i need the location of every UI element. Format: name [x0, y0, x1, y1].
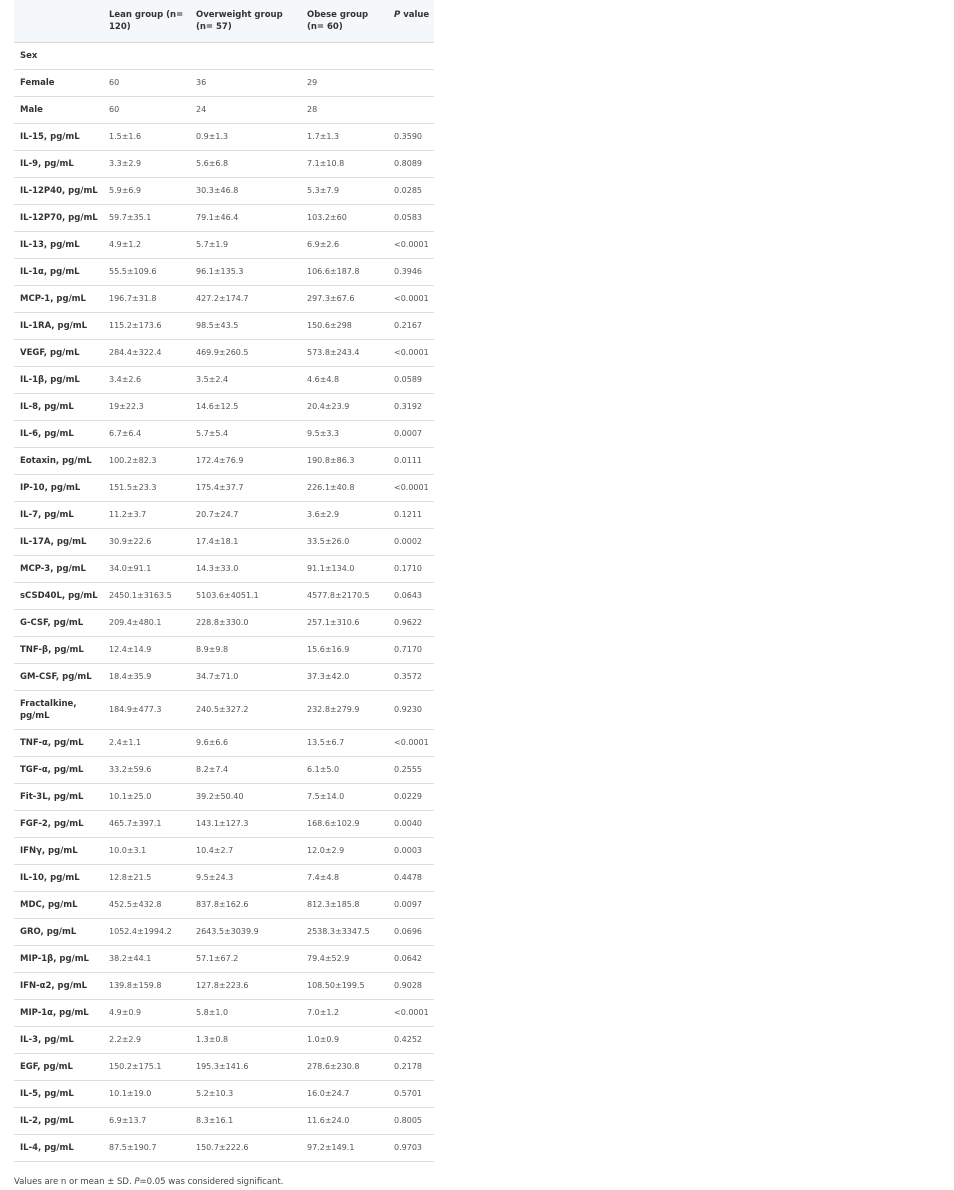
p-value: 0.2555	[388, 756, 434, 783]
row-label: IL-7, pg/mL	[14, 501, 103, 528]
lean-value: 150.2±175.1	[103, 1053, 190, 1080]
row-label: MIP-1β, pg/mL	[14, 945, 103, 972]
row-label: TNF-α, pg/mL	[14, 729, 103, 756]
cytokine-table	[14, 0, 434, 1162]
p-value: 0.9028	[388, 972, 434, 999]
row-label: IL-10, pg/mL	[14, 864, 103, 891]
overweight-value: 14.3±33.0	[190, 555, 301, 582]
lean-value: 33.2±59.6	[103, 756, 190, 783]
lean-value: 100.2±82.3	[103, 447, 190, 474]
row-label: IL-2, pg/mL	[14, 1107, 103, 1134]
header-p-italic: P	[394, 10, 401, 20]
p-value: 0.0696	[388, 918, 434, 945]
obese-value: 28	[301, 96, 388, 123]
table-row	[14, 42, 434, 69]
obese-value: 226.1±40.8	[301, 474, 388, 501]
footnote-p-italic: P	[134, 1177, 140, 1187]
table-row	[14, 837, 434, 864]
lean-value: 196.7±31.8	[103, 285, 190, 312]
table-row	[14, 1134, 434, 1161]
table-row	[14, 891, 434, 918]
table-row	[14, 1080, 434, 1107]
overweight-value	[190, 42, 301, 69]
table-row	[14, 204, 434, 231]
obese-value	[301, 42, 388, 69]
p-value: 0.0285	[388, 177, 434, 204]
lean-value: 5.9±6.9	[103, 177, 190, 204]
row-label: IL-5, pg/mL	[14, 1080, 103, 1107]
footnote-text-before: Values are n or mean ± SD.	[14, 1177, 135, 1187]
overweight-value: 57.1±67.2	[190, 945, 301, 972]
row-label: Fractalkine, pg/mL	[14, 690, 103, 729]
table-row	[14, 609, 434, 636]
table-row	[14, 366, 434, 393]
header-label	[14, 0, 103, 42]
lean-value: 151.5±23.3	[103, 474, 190, 501]
obese-value: 6.9±2.6	[301, 231, 388, 258]
obese-value: 7.5±14.0	[301, 783, 388, 810]
overweight-value: 5.6±6.8	[190, 150, 301, 177]
obese-value: 2538.3±3347.5	[301, 918, 388, 945]
table-row	[14, 501, 434, 528]
obese-value: 13.5±6.7	[301, 729, 388, 756]
p-value: 0.1211	[388, 501, 434, 528]
overweight-value: 195.3±141.6	[190, 1053, 301, 1080]
header-row	[14, 0, 434, 42]
p-value: <0.0001	[388, 339, 434, 366]
overweight-value: 39.2±50.40	[190, 783, 301, 810]
p-value: 0.0589	[388, 366, 434, 393]
table-row	[14, 999, 434, 1026]
obese-value: 108.50±199.5	[301, 972, 388, 999]
overweight-value: 175.4±37.7	[190, 474, 301, 501]
table-row	[14, 810, 434, 837]
row-label: VEGF, pg/mL	[14, 339, 103, 366]
row-label: IL-8, pg/mL	[14, 393, 103, 420]
footnote-text-after: =0.05 was considered significant.	[139, 1177, 284, 1187]
table-row	[14, 96, 434, 123]
table-row	[14, 690, 434, 729]
p-value: 0.0002	[388, 528, 434, 555]
lean-value: 115.2±173.6	[103, 312, 190, 339]
table-row	[14, 285, 434, 312]
overweight-value: 5.7±5.4	[190, 420, 301, 447]
obese-value: 4.6±4.8	[301, 366, 388, 393]
row-label: MCP-1, pg/mL	[14, 285, 103, 312]
header-p-rest: value	[400, 10, 430, 20]
lean-value: 10.1±25.0	[103, 783, 190, 810]
overweight-value: 240.5±327.2	[190, 690, 301, 729]
p-value: 0.9703	[388, 1134, 434, 1161]
p-value: 0.8005	[388, 1107, 434, 1134]
table-body	[14, 42, 434, 1161]
lean-value: 10.1±19.0	[103, 1080, 190, 1107]
table-row	[14, 339, 434, 366]
p-value: 0.0643	[388, 582, 434, 609]
overweight-value: 150.7±222.6	[190, 1134, 301, 1161]
p-value: 0.0111	[388, 447, 434, 474]
row-label: EGF, pg/mL	[14, 1053, 103, 1080]
row-label: MCP-3, pg/mL	[14, 555, 103, 582]
row-label: IL-12P40, pg/mL	[14, 177, 103, 204]
overweight-value: 34.7±71.0	[190, 663, 301, 690]
table-row	[14, 150, 434, 177]
obese-value: 79.4±52.9	[301, 945, 388, 972]
obese-value: 168.6±102.9	[301, 810, 388, 837]
overweight-value: 17.4±18.1	[190, 528, 301, 555]
lean-value: 10.0±3.1	[103, 837, 190, 864]
overweight-value: 30.3±46.8	[190, 177, 301, 204]
overweight-value: 79.1±46.4	[190, 204, 301, 231]
overweight-value: 0.9±1.3	[190, 123, 301, 150]
p-value: 0.0642	[388, 945, 434, 972]
lean-value: 4.9±0.9	[103, 999, 190, 1026]
lean-value: 3.4±2.6	[103, 366, 190, 393]
table-row	[14, 972, 434, 999]
p-value: 0.2167	[388, 312, 434, 339]
obese-value: 232.8±279.9	[301, 690, 388, 729]
table-row	[14, 636, 434, 663]
p-value	[388, 96, 434, 123]
obese-value: 37.3±42.0	[301, 663, 388, 690]
lean-value: 87.5±190.7	[103, 1134, 190, 1161]
table-footnote	[14, 1177, 283, 1187]
row-label: TGF-α, pg/mL	[14, 756, 103, 783]
obese-value: 1.0±0.9	[301, 1026, 388, 1053]
overweight-value: 127.8±223.6	[190, 972, 301, 999]
lean-value: 209.4±480.1	[103, 609, 190, 636]
overweight-value: 172.4±76.9	[190, 447, 301, 474]
p-value: 0.7170	[388, 636, 434, 663]
obese-value: 278.6±230.8	[301, 1053, 388, 1080]
overweight-value: 98.5±43.5	[190, 312, 301, 339]
lean-value: 1.5±1.6	[103, 123, 190, 150]
obese-value: 15.6±16.9	[301, 636, 388, 663]
overweight-value: 2643.5±3039.9	[190, 918, 301, 945]
table-header	[14, 0, 434, 42]
row-label: IFNγ, pg/mL	[14, 837, 103, 864]
table-row	[14, 177, 434, 204]
obese-value: 33.5±26.0	[301, 528, 388, 555]
row-label: IFN-α2, pg/mL	[14, 972, 103, 999]
obese-value: 29	[301, 69, 388, 96]
overweight-value: 36	[190, 69, 301, 96]
overweight-value: 9.6±6.6	[190, 729, 301, 756]
row-label: MDC, pg/mL	[14, 891, 103, 918]
p-value: 0.3946	[388, 258, 434, 285]
table-row	[14, 555, 434, 582]
row-label: IL-4, pg/mL	[14, 1134, 103, 1161]
p-value: 0.0040	[388, 810, 434, 837]
overweight-value: 5.2±10.3	[190, 1080, 301, 1107]
p-value: 0.9230	[388, 690, 434, 729]
obese-value: 97.2±149.1	[301, 1134, 388, 1161]
table-row	[14, 945, 434, 972]
overweight-value: 10.4±2.7	[190, 837, 301, 864]
p-value: 0.0007	[388, 420, 434, 447]
lean-value: 4.9±1.2	[103, 231, 190, 258]
overweight-value: 9.5±24.3	[190, 864, 301, 891]
lean-value: 12.4±14.9	[103, 636, 190, 663]
obese-value: 9.5±3.3	[301, 420, 388, 447]
row-label: IL-1β, pg/mL	[14, 366, 103, 393]
table-row	[14, 123, 434, 150]
row-label: IL-9, pg/mL	[14, 150, 103, 177]
p-value: 0.0097	[388, 891, 434, 918]
p-value	[388, 69, 434, 96]
lean-value: 6.9±13.7	[103, 1107, 190, 1134]
overweight-value: 5.8±1.0	[190, 999, 301, 1026]
lean-value: 19±22.3	[103, 393, 190, 420]
row-label: Fit-3L, pg/mL	[14, 783, 103, 810]
table-row	[14, 474, 434, 501]
row-label: IL-1α, pg/mL	[14, 258, 103, 285]
row-label: sCSD40L, pg/mL	[14, 582, 103, 609]
row-label: IL-12P70, pg/mL	[14, 204, 103, 231]
p-value: 0.3590	[388, 123, 434, 150]
obese-value: 812.3±185.8	[301, 891, 388, 918]
obese-value: 297.3±67.6	[301, 285, 388, 312]
lean-value: 55.5±109.6	[103, 258, 190, 285]
p-value: 0.4478	[388, 864, 434, 891]
table-row	[14, 312, 434, 339]
table-row	[14, 918, 434, 945]
table-row	[14, 756, 434, 783]
overweight-value: 8.2±7.4	[190, 756, 301, 783]
overweight-value: 837.8±162.6	[190, 891, 301, 918]
overweight-value: 5103.6±4051.1	[190, 582, 301, 609]
lean-value: 38.2±44.1	[103, 945, 190, 972]
row-label: IL-17A, pg/mL	[14, 528, 103, 555]
lean-value: 2.2±2.9	[103, 1026, 190, 1053]
table-row	[14, 231, 434, 258]
overweight-value: 427.2±174.7	[190, 285, 301, 312]
data-table-container	[14, 0, 434, 1162]
header-p-value	[388, 0, 434, 42]
lean-value: 11.2±3.7	[103, 501, 190, 528]
p-value: 0.0583	[388, 204, 434, 231]
table-row	[14, 447, 434, 474]
header-overweight: Overweight group (n= 57)	[190, 0, 301, 42]
row-label: Female	[14, 69, 103, 96]
table-row	[14, 1026, 434, 1053]
lean-value: 452.5±432.8	[103, 891, 190, 918]
lean-value	[103, 42, 190, 69]
obese-value: 11.6±24.0	[301, 1107, 388, 1134]
obese-value: 257.1±310.6	[301, 609, 388, 636]
p-value: 0.0229	[388, 783, 434, 810]
table-row	[14, 1107, 434, 1134]
row-label: IL-3, pg/mL	[14, 1026, 103, 1053]
p-value: <0.0001	[388, 729, 434, 756]
row-label: TNF-β, pg/mL	[14, 636, 103, 663]
row-label: IL-15, pg/mL	[14, 123, 103, 150]
obese-value: 5.3±7.9	[301, 177, 388, 204]
obese-value: 7.1±10.8	[301, 150, 388, 177]
row-label: MIP-1α, pg/mL	[14, 999, 103, 1026]
lean-value: 3.3±2.9	[103, 150, 190, 177]
table-row	[14, 393, 434, 420]
row-label: IP-10, pg/mL	[14, 474, 103, 501]
overweight-value: 143.1±127.3	[190, 810, 301, 837]
p-value	[388, 42, 434, 69]
obese-value: 7.4±4.8	[301, 864, 388, 891]
p-value: 0.2178	[388, 1053, 434, 1080]
obese-value: 12.0±2.9	[301, 837, 388, 864]
row-label: IL-6, pg/mL	[14, 420, 103, 447]
lean-value: 2450.1±3163.5	[103, 582, 190, 609]
header-lean: Lean group (n= 120)	[103, 0, 190, 42]
table-row	[14, 258, 434, 285]
lean-value: 12.8±21.5	[103, 864, 190, 891]
lean-value: 184.9±477.3	[103, 690, 190, 729]
p-value: 0.0003	[388, 837, 434, 864]
table-row	[14, 582, 434, 609]
table-row	[14, 1053, 434, 1080]
obese-value: 150.6±298	[301, 312, 388, 339]
table-row	[14, 864, 434, 891]
overweight-value: 24	[190, 96, 301, 123]
row-label: Sex	[14, 42, 103, 69]
obese-value: 4577.8±2170.5	[301, 582, 388, 609]
obese-value: 106.6±187.8	[301, 258, 388, 285]
lean-value: 34.0±91.1	[103, 555, 190, 582]
overweight-value: 1.3±0.8	[190, 1026, 301, 1053]
table-row	[14, 663, 434, 690]
obese-value: 573.8±243.4	[301, 339, 388, 366]
p-value: 0.9622	[388, 609, 434, 636]
lean-value: 2.4±1.1	[103, 729, 190, 756]
overweight-value: 8.3±16.1	[190, 1107, 301, 1134]
overweight-value: 469.9±260.5	[190, 339, 301, 366]
row-label: Eotaxin, pg/mL	[14, 447, 103, 474]
obese-value: 1.7±1.3	[301, 123, 388, 150]
table-row	[14, 729, 434, 756]
overweight-value: 228.8±330.0	[190, 609, 301, 636]
lean-value: 139.8±159.8	[103, 972, 190, 999]
lean-value: 60	[103, 96, 190, 123]
lean-value: 6.7±6.4	[103, 420, 190, 447]
lean-value: 59.7±35.1	[103, 204, 190, 231]
row-label: IL-1RA, pg/mL	[14, 312, 103, 339]
row-label: GM-CSF, pg/mL	[14, 663, 103, 690]
p-value: 0.1710	[388, 555, 434, 582]
overweight-value: 96.1±135.3	[190, 258, 301, 285]
obese-value: 20.4±23.9	[301, 393, 388, 420]
lean-value: 465.7±397.1	[103, 810, 190, 837]
p-value: 0.3192	[388, 393, 434, 420]
lean-value: 1052.4±1994.2	[103, 918, 190, 945]
overweight-value: 5.7±1.9	[190, 231, 301, 258]
p-value: 0.4252	[388, 1026, 434, 1053]
lean-value: 18.4±35.9	[103, 663, 190, 690]
obese-value: 3.6±2.9	[301, 501, 388, 528]
obese-value: 6.1±5.0	[301, 756, 388, 783]
obese-value: 103.2±60	[301, 204, 388, 231]
overweight-value: 3.5±2.4	[190, 366, 301, 393]
row-label: G-CSF, pg/mL	[14, 609, 103, 636]
table-row	[14, 783, 434, 810]
lean-value: 284.4±322.4	[103, 339, 190, 366]
p-value: 0.3572	[388, 663, 434, 690]
overweight-value: 14.6±12.5	[190, 393, 301, 420]
p-value: <0.0001	[388, 231, 434, 258]
p-value: <0.0001	[388, 285, 434, 312]
lean-value: 60	[103, 69, 190, 96]
table-row	[14, 69, 434, 96]
row-label: IL-13, pg/mL	[14, 231, 103, 258]
p-value: <0.0001	[388, 474, 434, 501]
obese-value: 16.0±24.7	[301, 1080, 388, 1107]
p-value: 0.5701	[388, 1080, 434, 1107]
p-value: <0.0001	[388, 999, 434, 1026]
table-row	[14, 528, 434, 555]
overweight-value: 8.9±9.8	[190, 636, 301, 663]
header-obese: Obese group (n= 60)	[301, 0, 388, 42]
row-label: FGF-2, pg/mL	[14, 810, 103, 837]
obese-value: 7.0±1.2	[301, 999, 388, 1026]
p-value: 0.8089	[388, 150, 434, 177]
row-label: Male	[14, 96, 103, 123]
overweight-value: 20.7±24.7	[190, 501, 301, 528]
row-label: GRO, pg/mL	[14, 918, 103, 945]
lean-value: 30.9±22.6	[103, 528, 190, 555]
obese-value: 190.8±86.3	[301, 447, 388, 474]
obese-value: 91.1±134.0	[301, 555, 388, 582]
table-row	[14, 420, 434, 447]
